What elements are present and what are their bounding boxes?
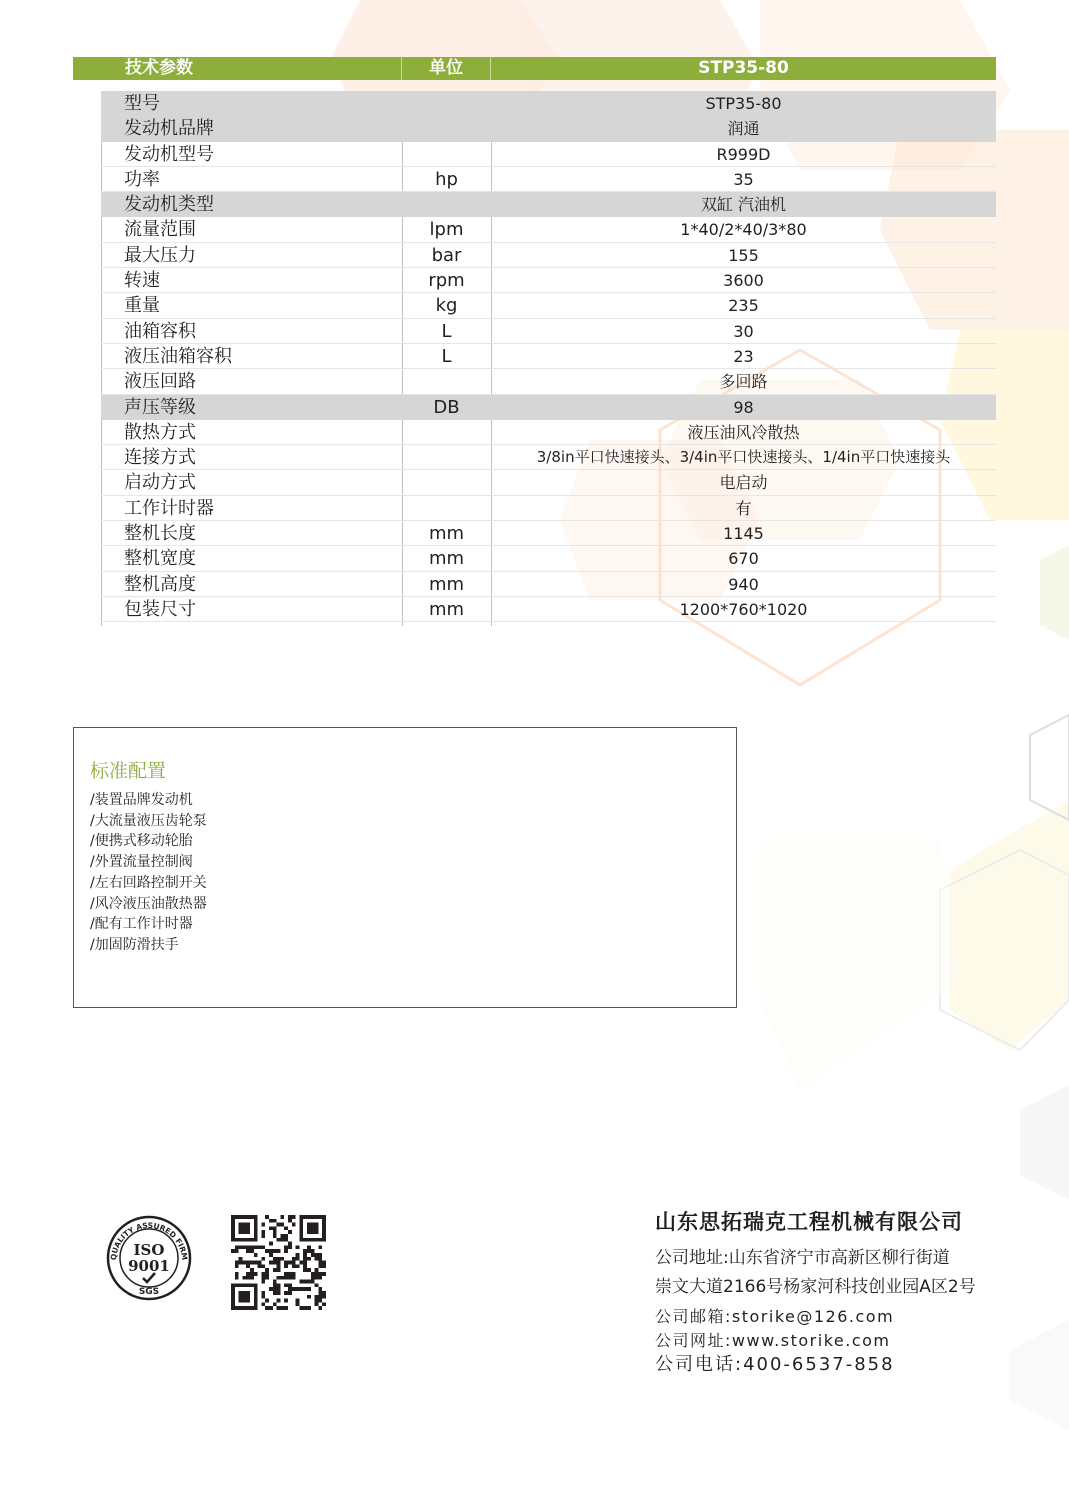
- spec-row: [101, 243, 996, 268]
- spec-unit: rpm: [428, 270, 465, 292]
- spec-unit: [402, 142, 491, 166]
- company-address-line1: 公司地址:山东省济宁市高新区柳行街道: [655, 1248, 950, 1268]
- header-model: STP35-80: [698, 58, 789, 78]
- spec-param: 散热方式: [124, 421, 196, 443]
- standard-config-box: [73, 727, 737, 1008]
- spec-unit: DB: [433, 396, 460, 418]
- spec-param: 流量范围: [124, 219, 196, 241]
- standard-config-item: /左右回路控制开关: [90, 874, 207, 891]
- spec-unit: mm: [428, 598, 465, 620]
- header-param: 技术参数: [125, 58, 193, 78]
- spec-param: 型号: [124, 93, 160, 114]
- spec-unit: L: [441, 345, 452, 367]
- spec-value: 润通: [727, 119, 760, 139]
- spec-row: [101, 521, 996, 546]
- spec-row: [101, 470, 996, 495]
- spec-row: [101, 192, 996, 217]
- spec-row: [101, 597, 996, 622]
- spec-table: [101, 91, 996, 622]
- spec-param: 整机长度: [124, 523, 196, 545]
- spec-param: 功率: [124, 168, 160, 190]
- spec-param: 发动机类型: [124, 194, 214, 216]
- spec-unit: lpm: [429, 219, 464, 241]
- spec-row: [101, 420, 996, 445]
- spec-row: [101, 496, 996, 521]
- spec-param: 声压等级: [124, 396, 196, 418]
- standard-config-item: /外置流量控制阀: [90, 854, 193, 871]
- spec-row: [101, 268, 996, 293]
- spec-row: [101, 116, 996, 141]
- spec-value: 235: [728, 296, 759, 316]
- spec-row: [101, 369, 996, 394]
- spec-value: 940: [728, 574, 759, 594]
- header-unit: 单位: [429, 58, 463, 78]
- company-email: 公司邮箱:storike@126.com: [655, 1307, 895, 1326]
- spec-unit: [402, 192, 491, 216]
- iso-number-text: 9001: [128, 1257, 170, 1275]
- standard-config-item: /风冷液压油散热器: [90, 895, 207, 912]
- spec-row: [101, 319, 996, 344]
- company-name: 山东思拓瑞克工程机械有限公司: [655, 1210, 963, 1234]
- spec-unit: [402, 496, 491, 520]
- spec-value: 155: [728, 245, 759, 265]
- standard-config-item: /便携式移动轮胎: [90, 833, 193, 850]
- spec-unit: [402, 91, 491, 115]
- spec-unit: [402, 420, 491, 444]
- spec-row: [101, 395, 996, 420]
- spec-row: [101, 142, 996, 167]
- company-address-line2: 崇文大道2166号杨家河科技创业园A区2号: [655, 1277, 976, 1297]
- spec-param: 整机高度: [124, 573, 196, 595]
- spec-value: 3600: [723, 271, 764, 291]
- spec-value: 98: [733, 397, 754, 417]
- spec-value: 有: [735, 498, 752, 518]
- spec-value: 1*40/2*40/3*80: [680, 220, 807, 240]
- spec-value: R999D: [716, 144, 771, 164]
- iso-9001-sgs-logo: [106, 1215, 192, 1301]
- iso-ring-text: QUALITY ASSURED FIRM: [108, 1220, 190, 1261]
- spec-param: 重量: [124, 295, 160, 317]
- company-phone: 公司电话:400-6537-858: [655, 1354, 895, 1375]
- spec-param: 液压油箱容积: [124, 345, 232, 367]
- spec-value: 双缸 汽油机: [700, 195, 787, 215]
- spec-row: [101, 445, 996, 470]
- sgs-text: SGS: [138, 1287, 160, 1297]
- spec-table-header: [73, 57, 996, 80]
- spec-value: 3/8in平口快速接头、3/4in平口快速接头、1/4in平口快速接头: [536, 448, 951, 467]
- spec-param: 最大压力: [124, 244, 196, 266]
- spec-param: 启动方式: [124, 472, 196, 494]
- iso-text: ISO: [133, 1241, 165, 1259]
- spec-row: [101, 344, 996, 369]
- spec-value: 35: [733, 169, 754, 189]
- spec-unit: mm: [428, 523, 465, 545]
- spec-row: [101, 572, 996, 597]
- spec-param: 工作计时器: [124, 497, 214, 519]
- spec-param: 发动机型号: [124, 143, 214, 165]
- spec-value: 多回路: [719, 372, 768, 392]
- standard-config-item: /装置品牌发动机: [90, 792, 193, 808]
- company-info: [655, 1207, 976, 1377]
- spec-param: 转速: [124, 270, 160, 292]
- spec-row: [101, 91, 996, 116]
- spec-param: 连接方式: [124, 447, 196, 469]
- spec-unit: kg: [435, 295, 458, 317]
- spec-value: 电启动: [719, 473, 768, 493]
- standard-config-list: [90, 790, 207, 956]
- spec-value: STP35-80: [705, 94, 782, 113]
- spec-unit: mm: [428, 548, 465, 570]
- spec-param: 整机宽度: [124, 548, 196, 570]
- spec-unit: [402, 445, 491, 469]
- spec-param: 包装尺寸: [124, 598, 196, 620]
- spec-value: 液压油风冷散热: [687, 422, 800, 442]
- spec-value: 23: [733, 346, 754, 366]
- spec-param: 油箱容积: [124, 320, 196, 342]
- spec-row: [101, 546, 996, 571]
- standard-config-item: /大流量液压齿轮泵: [90, 812, 207, 829]
- spec-value: 1145: [723, 524, 764, 544]
- spec-unit: [402, 369, 491, 393]
- standard-config-title: 标准配置: [90, 760, 167, 782]
- spec-unit: L: [441, 320, 452, 342]
- spec-value: 670: [728, 549, 759, 569]
- spec-value: 1200*760*1020: [679, 599, 808, 619]
- spec-row: [101, 217, 996, 242]
- qr-code-icon: [231, 1215, 326, 1310]
- spec-row: [101, 293, 996, 318]
- spec-unit: mm: [428, 573, 465, 595]
- standard-config-item: /配有工作计时器: [90, 916, 193, 933]
- standard-config-item: /加固防滑扶手: [90, 936, 179, 953]
- spec-unit: bar: [431, 244, 462, 266]
- header-separator: [401, 57, 402, 80]
- company-website: 公司网址:www.storike.com: [655, 1331, 891, 1350]
- spec-param: 液压回路: [124, 371, 196, 393]
- spec-row: [101, 167, 996, 192]
- spec-value: 30: [733, 321, 754, 341]
- spec-unit: [402, 470, 491, 494]
- spec-unit: hp: [435, 168, 458, 190]
- spec-param: 发动机品牌: [124, 118, 214, 140]
- spec-unit: [402, 116, 491, 140]
